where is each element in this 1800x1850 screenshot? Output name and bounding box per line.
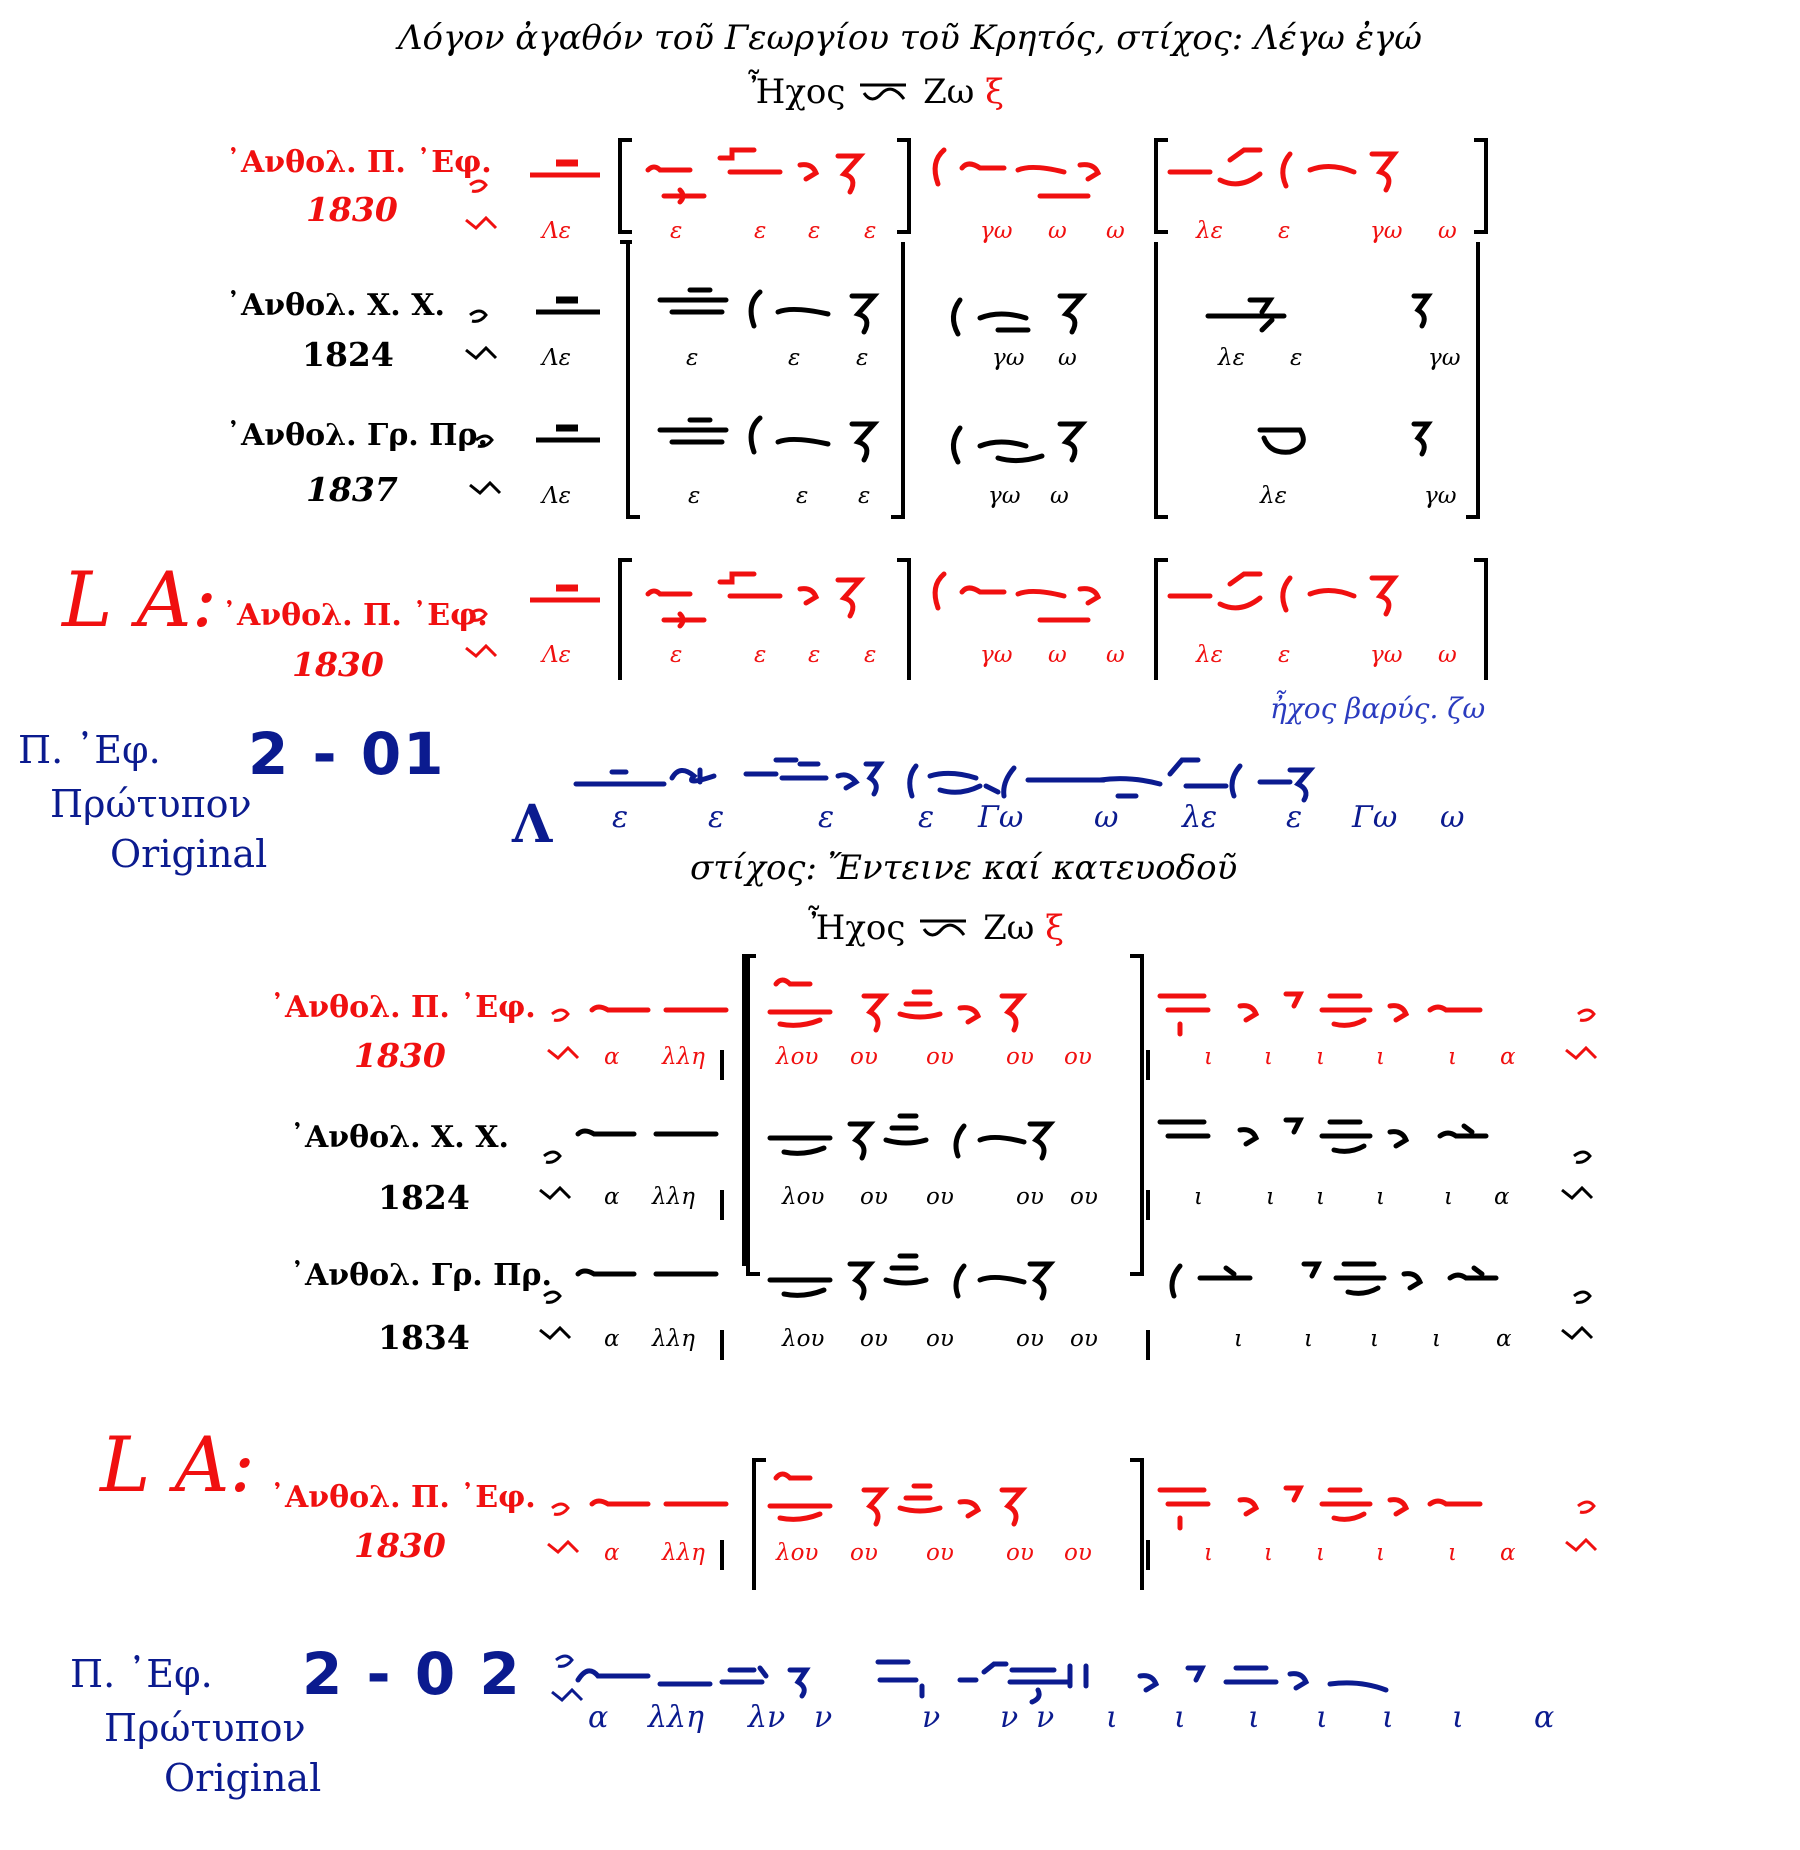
source-label: ᾿Ανθολ. Γρ. Πρ. (290, 1258, 552, 1293)
ichos-note: Ζω (983, 908, 1035, 948)
source-year: 1830 (354, 1036, 446, 1075)
syllable-row-2: Λε ε ε ε γω ω λε ε γω (542, 345, 1461, 371)
section-subtitle: στίχος: Ἔντεινε καί κατευοδοῦ (690, 848, 1238, 888)
ichos-xi-icon: ξ (1045, 908, 1064, 948)
original-proto: Πρώτυπον (50, 782, 252, 826)
original-abbr: Π. ᾿Εφ. (70, 1652, 213, 1696)
handwritten-note: ἦχος βαρύς. ζω (1270, 692, 1486, 725)
source-year: 1830 (354, 1526, 446, 1565)
syllable-row-1: α λλη λου ου ου ου ου ι ι ι ι ι α (604, 1044, 1516, 1070)
source-label: ᾿Ανθολ. Π. ᾿Εφ. (270, 1480, 536, 1515)
syllable-row-la: α λλη λου ου ου ου ου ι ι ι ι ι α (604, 1540, 1516, 1566)
original-abbr: Π. ᾿Εφ. (18, 728, 161, 772)
original-code: 2 - 01 (248, 720, 446, 788)
syllable-row-la: Λε ε ε ε ε γω ω ω λε ε γω ω (542, 642, 1457, 668)
source-year: 1830 (292, 645, 384, 684)
la-label: L A: (100, 1420, 256, 1509)
syllable-row-3: α λλη λου ου ου ου ου ι ι ι ι α (604, 1326, 1512, 1352)
syllable-row-1: Λε ε ε ε ε γω ω ω λε ε γω ω (542, 218, 1457, 244)
original-orig: Original (110, 832, 268, 876)
original-proto: Πρώτυπον (104, 1706, 306, 1750)
ichos-note: Ζω (923, 72, 975, 112)
original-orig: Original (164, 1756, 322, 1800)
ichos-label: Ἦχος (808, 908, 906, 948)
syllable-row-original: Λ ε ε ε ε Γω ω λε ε Γω ω (512, 794, 1465, 855)
syllable-row-3: Λε ε ε ε γω ω λε γω (542, 483, 1457, 509)
source-year: 1834 (378, 1318, 470, 1357)
la-label: L A: (62, 555, 218, 644)
source-label: ᾿Ανθολ. Γρ. Πρ. (226, 418, 488, 453)
source-label: ᾿Ανθολ. Π. ᾿Εφ. (222, 598, 488, 633)
source-year: 1837 (306, 470, 398, 509)
ichos-label: Ἦχος (748, 72, 846, 112)
page-title: Λόγον ἀγαθόν τοῦ Γεωργίου τοῦ Κρητός, στίχος: Λέγω ἐγώ (398, 18, 1422, 58)
source-label: ᾿Ανθολ. Π. ᾿Εφ. (226, 145, 492, 180)
source-year: 1824 (378, 1178, 470, 1217)
source-year: 1830 (306, 190, 398, 229)
original-code: 2 - 0 2 (302, 1640, 522, 1708)
ichos-xi-icon: ξ (985, 72, 1004, 112)
source-label: ᾿Ανθολ. Π. ᾿Εφ. (270, 990, 536, 1025)
source-label: ᾿Ανθολ. Χ. Χ. (226, 288, 445, 323)
syllable-row-original: α λλη λν ν ν ν ν ι ι ι ι ι ι α (588, 1700, 1555, 1735)
source-year: 1824 (302, 335, 394, 374)
martyria-icon (466, 181, 500, 656)
syllable-row-2: α λλη λου ου ου ου ου ι ι ι ι ι α (604, 1184, 1510, 1210)
source-label: ᾿Ανθολ. Χ. Χ. (290, 1120, 509, 1155)
